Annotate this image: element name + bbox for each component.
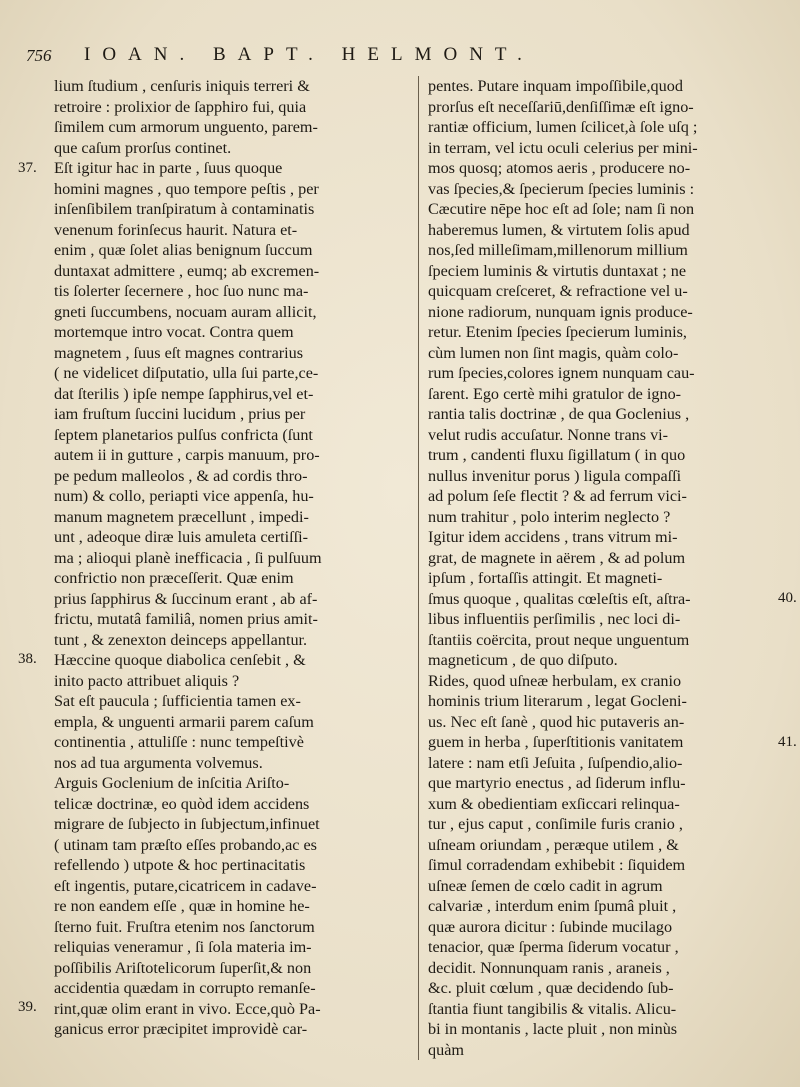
text-line: velut rudis accuſatur. Nonne trans vi- [428, 425, 669, 444]
text-line: tis ſolerter ſecernere , hoc ſuo nunc ma- [54, 282, 309, 300]
text-line: ſarent. Ego certè mihi gratulor de igno- [428, 384, 682, 403]
text-line: libus influentiis perſimilis , nec loci di- [428, 610, 681, 628]
text-line: magnetem , ſuus eſt magnes contrarius [54, 343, 304, 362]
text-line: re non eandem eſſe , quæ in homine he- [54, 897, 310, 915]
text-line: tur , ejus caput , conſimile furis cranio , [428, 815, 683, 833]
text-line: xum & obedientiam exſiccari relinqua- [428, 794, 680, 813]
text-line: quàm [428, 1040, 464, 1059]
text-line: refellendo ) utpote & hoc pertinacitatis [54, 856, 306, 874]
page-number: 756 [26, 46, 52, 65]
text-line: tunt , & zenexton deinceps appellantur. [54, 630, 308, 649]
text-line: iam fruſtum ſuccini lucidum , prius per [54, 405, 306, 423]
text-line: reliquias veneramur , ſi ſola materia im- [54, 938, 312, 956]
text-line: uſneæ ſemen de cœlo cadit in agrum [428, 876, 663, 895]
margin-number-38: 38. [18, 651, 37, 667]
margin-number-41: 41. [778, 734, 797, 750]
text-line: dat ſterilis ) ipſe nempe ſapphirus,vel et- [54, 384, 314, 403]
text-line: inſenſibilem tranſpiratum à contaminatis [54, 200, 315, 218]
text-line: lium ſtudium , cenſuris iniquis terreri & [54, 77, 310, 95]
text-line: nullus invenitur porus ) ligula compaſſi [428, 466, 682, 485]
text-line: retur. Etenim ſpecies ſpecierum luminis, [428, 323, 687, 341]
text-line: ad polum ſeſe flectit ? & ad ferrum vici- [428, 487, 687, 505]
page-header [26, 44, 706, 74]
text-line: venenum forinſecus haurit. Natura et- [54, 220, 298, 239]
text-line: retroire : prolixior de ſapphiro fui, quia [54, 97, 307, 116]
text-line: magneticum , de quo diſputo. [428, 651, 618, 669]
text-line: que martyrio enectus , ad ſiderum influ- [428, 774, 686, 792]
text-line: continentia , attuliſſe : nunc tempeſtivè [54, 733, 304, 751]
text-line: rint,quæ olim erant in vivo. Ecce,quò Pa- [54, 999, 321, 1018]
text-line: prorſus eſt neceſſariū,denſiſſimæ eſt igno- [428, 97, 694, 116]
text-line: haberemus lumen, & virtutem ſolis apud [428, 220, 690, 239]
text-line: uſneam oriundam , peræque utilem , & [428, 835, 679, 854]
left-text-column [54, 76, 412, 1040]
text-line: Arguis Goclenium de inſcitia Ariſto- [54, 774, 290, 792]
text-line: mos quosq; atomos aeris , producere no- [428, 159, 691, 177]
text-line: ( ne videlicet diſputatio, ulla ſui parte,ce- [54, 364, 319, 382]
text-line: latere : nam etſi Jeſuita , ſuſpendio,alio- [428, 753, 683, 772]
text-line: ſtantia fiunt tangibilis & vitalis. Alicu- [428, 999, 677, 1018]
margin-number-40: 40. [778, 590, 797, 606]
text-line: us. Nec eſt ſanè , quod hic putaveris an- [428, 712, 685, 731]
margin-number-39: 39. [18, 999, 37, 1015]
text-line: bi in montanis , lacte pluit , non minùs [428, 1020, 678, 1038]
text-line: duntaxat admittere , eumq; ab excremen- [54, 261, 320, 280]
text-line: ( utinam tam præſto eſſes probando,ac es [54, 835, 317, 854]
text-line: quicquam creſceret, & refractione vel u- [428, 282, 688, 300]
text-line: rantiæ officium, lumen ſcilicet,à ſole uſq ; [428, 118, 698, 136]
right-text-column [428, 76, 774, 1060]
text-line: quæ aurora dicitur : ſubinde mucilago [428, 917, 673, 936]
text-line: Cæcutire nēpe hoc eſt ad ſole; nam ſi non [428, 200, 695, 218]
text-line: mortemque intro vocat. Contra quem [54, 323, 294, 341]
text-line: empla, & unguenti armarii parem caſum [54, 712, 314, 731]
text-line: accidentia quædam in corrupto remanſe- [54, 979, 316, 997]
text-line: manum magnetem præcellunt , impedi- [54, 507, 309, 526]
text-line: num) & collo, periapti vice appenſa, hu- [54, 487, 314, 505]
text-line: Igitur idem accidens , trans vitrum mi- [428, 528, 678, 546]
text-line: ſeptem planetarios pulſus confricta (ſunt [54, 425, 313, 444]
text-line: cùm lumen non ſint magis, quàm colo- [428, 343, 679, 362]
text-line: ſtantiis coërcita, prout neque unguentum [428, 630, 690, 649]
text-line: enim , quæ ſolet alias benignum ſuccum [54, 241, 313, 259]
text-line: gneti ſuccumbens, nocuam auram allicit, [54, 302, 317, 321]
text-line: hominis trium literarum , legat Gocleni- [428, 692, 687, 710]
text-line: calvariæ , interdum enim ſpumâ pluit , [428, 897, 677, 915]
text-line: rum ſpecies,colores ignem nunquam cau- [428, 364, 695, 382]
text-line: telicæ doctrinæ, eo quòd idem accidens [54, 794, 310, 813]
text-line: ipſum , fortaſſis attingit. Et magneti- [428, 569, 663, 587]
text-line: tenacior, quæ ſperma ſiderum vocatur , [428, 938, 679, 956]
text-line: ganicus error præcipitet improvidè car- [54, 1020, 308, 1038]
text-line: frictu, mutatâ familiâ, nomen prius amit- [54, 610, 318, 628]
text-line: trum , candenti fluxu ſigillatum ( in quo [428, 446, 686, 464]
text-line: decidit. Nonnunquam ranis , araneis , [428, 958, 670, 977]
text-line: pe pedum malleolos , & ad cordis thro- [54, 466, 308, 485]
running-head: IOAN. BAPT. HELMONT. [84, 44, 534, 65]
text-line: Sat eſt paucula ; ſufficientia tamen ex- [54, 692, 301, 710]
text-line: que caſum prorſus continet. [54, 138, 232, 157]
text-line: guem in herba , ſuperſtitionis vanitatem [428, 733, 684, 751]
text-line: eſt ingentis, putare,cicatricem in cadave- [54, 876, 317, 895]
margin-number-37: 37. [18, 160, 37, 176]
text-line: Hæccine quoque diabolica cenſebit , & [54, 651, 306, 669]
text-line: ſimul corradendam exhibebit : ſiquidem [428, 856, 686, 874]
text-line: autem ii in gutture , carpis manuum, pro- [54, 446, 320, 464]
text-line: pentes. Putare inquam impoſſibile,quod [428, 77, 683, 95]
text-line: ſimilem cum armorum unguento, parem- [54, 118, 318, 136]
text-line: nos,ſed milleſimam,millenorum millium [428, 241, 688, 259]
text-line: nione radiorum, nunquam ignis produce- [428, 302, 693, 321]
text-line: ma ; alioqui planè inefficacia , ſi pulſuum [54, 548, 322, 567]
text-line: migrare de ſubjecto in ſubjectum,infinuet [54, 815, 320, 833]
text-line: inito pacto attribuet aliquis ? [54, 671, 240, 690]
text-line: ſpeciem luminis & virtutis duntaxat ; ne [428, 261, 687, 280]
text-line: prius ſapphirus & ſuccinum erant , ab af- [54, 589, 318, 608]
text-line: ſmus quoque , qualitas cœleſtis eſt, aſtra- [428, 589, 691, 608]
text-line: confrictio non præceſſerit. Quæ enim [54, 569, 294, 587]
text-line: Rides, quod uſneæ herbulam, ex cranio [428, 671, 682, 690]
text-line: num trahitur , polo interim neglecto ? [428, 507, 671, 526]
text-line: homini magnes , quo tempore peſtis , per [54, 179, 319, 198]
text-line: rantia talis doctrinæ , de qua Goclenius , [428, 405, 690, 423]
text-line: ſterno fuit. Fruſtra etenim nos ſanctorum [54, 917, 315, 936]
text-line: nos ad tua argumenta volvemus. [54, 753, 263, 772]
text-line: &c. pluit cœlum , quæ decidendo ſub- [428, 979, 674, 997]
text-line: Eſt igitur hac in parte , ſuus quoque [54, 159, 283, 177]
text-line: in terram, vel ictu oculi celerius per mini- [428, 138, 698, 157]
text-line: poſſibilis Ariſtotelicorum ſuperſit,& non [54, 958, 312, 977]
text-line: grat, de magnete in aërem , & ad polum [428, 548, 686, 567]
text-line: unt , adeoque diræ luis amuleta certiſſi- [54, 528, 308, 546]
text-line: vas ſpecies,& ſpecierum ſpecies luminis : [428, 179, 695, 198]
